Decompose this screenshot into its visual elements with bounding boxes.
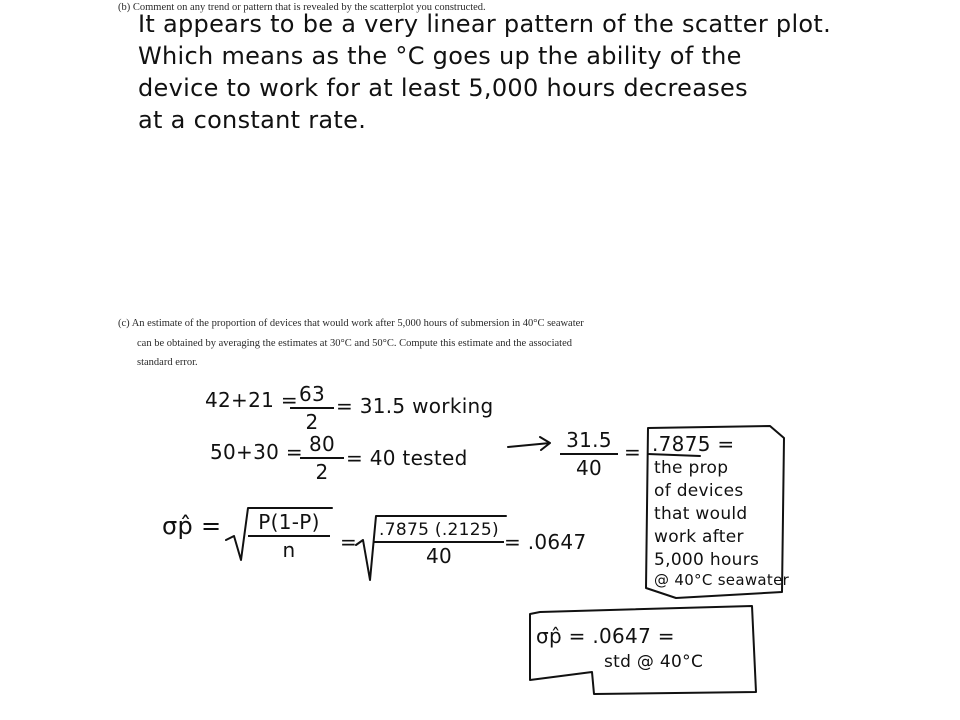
work-line2-fraction bbox=[300, 432, 344, 484]
ratio-numerator: 31.5 bbox=[566, 428, 612, 452]
se-result: = .0647 bbox=[504, 530, 587, 554]
fraction-bar bbox=[560, 453, 618, 455]
boxed-line-3: of devices bbox=[654, 481, 744, 501]
se-equals: = bbox=[340, 530, 358, 554]
boxed-line-6: 5,000 hours bbox=[654, 550, 760, 570]
final-answer-line-1: σp̂ = .0647 = bbox=[536, 624, 675, 648]
fraction-bar bbox=[374, 541, 504, 543]
boxed-line-7: @ 40°C seawater bbox=[654, 571, 790, 589]
se-formula-numerator: P(1-P) bbox=[258, 510, 320, 534]
work-line1-denominator: 2 bbox=[305, 410, 319, 434]
fraction-bar bbox=[290, 407, 334, 409]
boxed-line-1: .7875 = bbox=[652, 432, 735, 456]
se-substituted-numerator: .7875 (.2125) bbox=[379, 520, 499, 540]
part-b-answer-line-3: device to work for at least 5,000 hours decreases bbox=[138, 74, 748, 102]
ratio-denominator: 40 bbox=[575, 456, 603, 480]
se-symbol: σp̂ = bbox=[162, 512, 222, 540]
ratio-equals: = bbox=[624, 440, 642, 464]
fraction-bar bbox=[300, 457, 344, 459]
se-formula-fraction bbox=[248, 510, 330, 562]
work-line1-fraction bbox=[290, 382, 334, 434]
part-c-prompt-line-3: standard error. bbox=[137, 357, 198, 368]
work-line1-lhs: 42+21 = bbox=[205, 388, 298, 412]
work-line2-denominator: 2 bbox=[315, 460, 329, 484]
se-substituted-fraction bbox=[374, 520, 504, 568]
part-b-prompt: (b) Comment on any trend or pattern that is revealed by the scatterplot you constructed. bbox=[118, 2, 486, 13]
work-line1-numerator: 63 bbox=[298, 382, 326, 406]
part-b-answer-line-2: Which means as the °C goes up the ability of the bbox=[138, 42, 742, 70]
boxed-line-2: the prop bbox=[654, 458, 729, 478]
work-line2-lhs: 50+30 = bbox=[210, 440, 303, 464]
arrow-icon bbox=[508, 437, 550, 450]
boxed-line-4: that would bbox=[654, 504, 748, 524]
work-line1-result: = 31.5 working bbox=[336, 394, 494, 418]
work-line2-numerator: 80 bbox=[308, 432, 336, 456]
work-line2-result: = 40 tested bbox=[346, 446, 468, 470]
final-answer-line-2: std @ 40°C bbox=[604, 652, 704, 672]
part-c-prompt-line-2: can be obtained by averaging the estimates at 30°C and 50°C. Compute this estimate and the associated bbox=[137, 338, 572, 349]
se-formula-denominator: n bbox=[282, 538, 296, 562]
final-answer-box bbox=[530, 606, 756, 694]
part-b-answer-line-1: It appears to be a very linear pattern of the scatter plot. bbox=[138, 10, 832, 38]
fraction-bar bbox=[248, 535, 330, 537]
se-substituted-denominator: 40 bbox=[425, 544, 453, 568]
ratio-fraction bbox=[560, 428, 618, 480]
part-c-prompt-line-1: (c) An estimate of the proportion of devices that would work after 5,000 hours of submersion in 40°C seawater bbox=[118, 318, 584, 329]
part-b-answer-line-4: at a constant rate. bbox=[138, 106, 367, 134]
boxed-line-5: work after bbox=[654, 527, 744, 547]
